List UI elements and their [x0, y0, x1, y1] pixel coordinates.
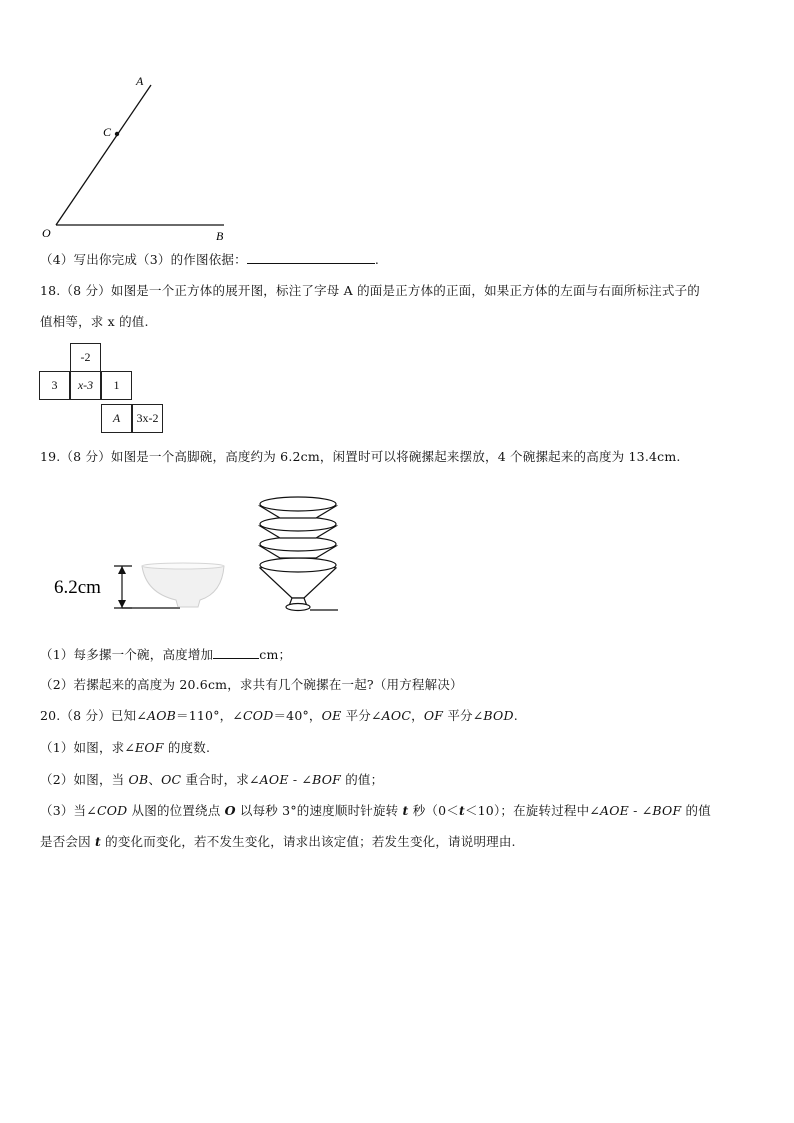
bowl-icon — [142, 564, 224, 607]
q20-sub2 — [40, 772, 383, 788]
label-A: A — [136, 74, 144, 88]
net-cell-right: 1 — [101, 371, 132, 400]
q20-sub3-line2 — [40, 834, 516, 850]
q20-l1-pre: 20.（8 分）已知 — [40, 708, 137, 723]
q20-sub3-line1 — [40, 803, 711, 819]
q18-line2: 值相等，求 x 的值. — [40, 314, 149, 329]
ray-OA — [56, 85, 151, 225]
q20-s3-k: 的值 — [681, 803, 711, 818]
angle-COD: ∠COD — [86, 803, 128, 818]
q20-l1-l: . — [513, 708, 518, 723]
q20-s3-i: ＜10）；在旋转过程中 — [464, 803, 590, 818]
q20-s3-l2a: 是否会因 — [40, 834, 95, 849]
q19-sub1-post: cm； — [259, 647, 292, 662]
point-O: O — [224, 803, 236, 818]
q17-4-line — [40, 251, 379, 268]
answer-blank — [247, 251, 375, 264]
q19-sub2: （2）若摞起来的高度为 20.6cm，求共有几个碗摞在一起?（用方程解决） — [40, 677, 463, 692]
answer-blank — [213, 646, 259, 659]
var-t: t — [94, 834, 101, 849]
angle-expression: ∠AOE - ∠BOF — [248, 772, 342, 787]
angle-figure — [36, 70, 236, 250]
q19-line1: 19.（8 分）如图是一个高脚碗，高度约为 6.2cm，闲置时可以将碗摞起来摆放，4 个碗摞起来的高度为 13.4cm. — [40, 449, 681, 464]
q20-s2-f: 的值； — [341, 772, 384, 787]
point-C — [115, 132, 119, 136]
q20-sub1 — [40, 740, 210, 756]
angle-COD: ∠COD — [232, 708, 274, 723]
q20-l1-h: ， — [411, 708, 424, 723]
q20-s1-pre: （1）如图，求 — [40, 740, 125, 755]
ray-OB: OB — [124, 772, 149, 787]
q20-line1 — [40, 708, 518, 724]
net-cell-left: 3 — [39, 371, 70, 400]
q20-s3-g: 秒（0＜ — [408, 803, 459, 818]
angle-expression: ∠AOE - ∠BOF — [589, 803, 682, 818]
ray-OE: OE — [321, 708, 342, 723]
q20-s3-a: （3）当 — [40, 803, 87, 818]
net-cell-bottom-right: 3x-2 — [132, 404, 163, 433]
angle-BOD: ∠BOD — [472, 708, 514, 723]
stacked-bowls-figure — [256, 494, 346, 616]
q20-s2-b: 、 — [148, 772, 162, 787]
var-t: t — [458, 803, 465, 818]
q18-line1: 18.（8 分）如图是一个正方体的展开图，标注了字母 A 的面是正方体的正面，如果正方体的左面与右面所标注式子的 — [40, 283, 700, 298]
angle-AOB: ∠AOB — [136, 708, 177, 723]
q20-l1-d: ＝40°， — [273, 708, 322, 723]
q17-4-text: （4）写出你完成（3）的作图依据： — [40, 252, 247, 267]
bowl-height-label: 6.2cm — [54, 577, 101, 598]
angle-AOC: ∠AOC — [370, 708, 412, 723]
label-B: B — [216, 229, 224, 243]
q20-l1-f: 平分 — [341, 708, 371, 723]
label-O: O — [42, 226, 51, 240]
angle-EOF: ∠EOF — [124, 740, 164, 755]
q20-s2-d: 重合时，求 — [181, 772, 249, 787]
net-cell-bottom: A — [101, 404, 132, 433]
q20-l1-j: 平分 — [443, 708, 473, 723]
q19-sub1 — [40, 646, 291, 663]
label-C: C — [103, 125, 112, 139]
q20-s3-l2c: 的变化而变化，若不发生变化，请求出该定值；若发生变化，请说明理由. — [100, 834, 516, 849]
single-bowl-figure — [40, 555, 240, 615]
q19-sub1-pre: （1）每多摞一个碗，高度增加 — [40, 647, 214, 662]
net-cell-middle: x-3 — [70, 371, 101, 400]
ray-OF: OF — [423, 708, 444, 723]
q20-s3-c: 从图的位置绕点 — [127, 803, 225, 818]
ray-OC: OC — [161, 772, 182, 787]
q20-s1-post: 的度数. — [163, 740, 211, 755]
net-cell-top: -2 — [70, 343, 101, 372]
q20-l1-b: ＝110°， — [176, 708, 233, 723]
q20-s3-e: 以每秒 3°的速度顺时针旋转 — [235, 803, 403, 818]
q17-4-end: . — [374, 252, 379, 267]
var-t: t — [402, 803, 409, 818]
q20-s2-pre: （2）如图，当 — [40, 772, 125, 787]
